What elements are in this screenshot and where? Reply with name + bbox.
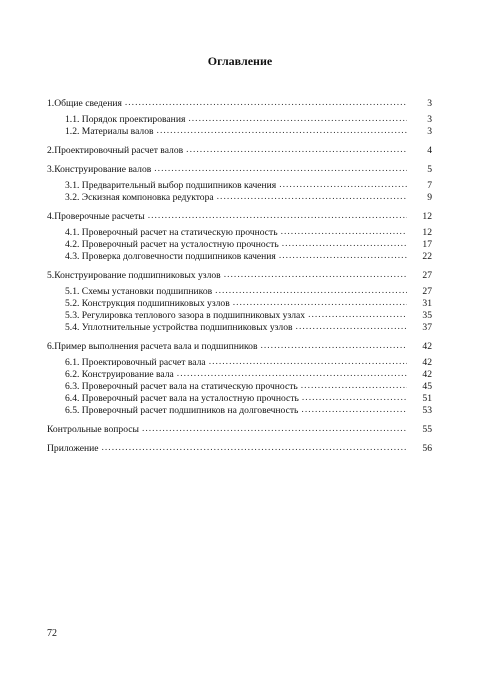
toc-entry-title: 6.4. Проверочный расчет вала на усталостную прочность (65, 393, 299, 404)
toc-leader-dots (301, 380, 407, 392)
toc-entry-title: Проектировочный расчет валов (54, 145, 184, 156)
toc-entry-title: 1.2. Материалы валов (65, 126, 154, 137)
toc-leader-dots (279, 179, 407, 191)
toc-entry[interactable] (47, 145, 432, 157)
toc-entry-title: Конструирование валов (54, 164, 152, 175)
toc-entry-title: 4.1. Проверочный расчет на статическую прочность (65, 227, 278, 238)
toc-entry-title: 4.2. Проверочный расчет на усталостную прочность (65, 239, 279, 250)
toc-entry-page: 55 (422, 424, 432, 435)
toc-entry-number: 2. (47, 145, 55, 156)
toc-entry[interactable] (47, 211, 432, 223)
toc-entry-page: 31 (422, 298, 432, 309)
toc-entry-page: 27 (422, 270, 432, 281)
toc-leader-dots (177, 368, 407, 380)
toc-entry-page: 56 (422, 443, 432, 454)
toc-leader-dots (186, 144, 407, 156)
toc-entry-page: 5 (427, 164, 432, 175)
table-of-contents (47, 98, 432, 455)
toc-entry-page: 45 (422, 381, 432, 392)
toc-entry-number: 4. (47, 211, 55, 222)
toc-entry-page: 3 (427, 114, 432, 125)
toc-entry-title: 3.1. Предварительный выбор подшипников качения (65, 180, 277, 191)
toc-entry-page: 37 (422, 322, 432, 333)
toc-entry[interactable] (47, 164, 432, 176)
toc-leader-dots (233, 297, 407, 309)
toc-entry-page: 12 (422, 211, 432, 222)
toc-leader-dots (154, 163, 407, 175)
toc-leader-dots (142, 423, 407, 435)
toc-entry[interactable] (47, 98, 432, 110)
toc-entry-page: 22 (422, 251, 432, 262)
toc-entry-number: 1. (47, 98, 55, 109)
toc-subentry[interactable] (47, 192, 432, 204)
toc-entry-page: 42 (422, 369, 432, 380)
toc-entry-title: 6.5. Проверочный расчет подшипников на долговечность (65, 405, 299, 416)
toc-entry-number: 3. (47, 164, 55, 175)
toc-entry-page: 4 (427, 145, 432, 156)
toc-leader-dots (102, 442, 408, 454)
toc-entry-title: Проверочные расчеты (54, 211, 145, 222)
toc-entry-title: 5.3. Регулировка теплового зазора в подшипниковых узлах (65, 310, 306, 321)
toc-entry-page: 3 (427, 98, 432, 109)
toc-leader-dots (224, 269, 407, 281)
toc-leader-dots (301, 404, 407, 416)
page-number: 72 (47, 628, 57, 639)
page-title: Оглавление (207, 54, 273, 68)
toc-entry[interactable] (47, 443, 432, 455)
toc-entry-title: 4.3. Проверка долговечности подшипников качения (65, 251, 276, 262)
toc-entry-page: 9 (427, 192, 432, 203)
toc-leader-dots (308, 309, 407, 321)
toc-leader-dots (281, 226, 407, 238)
toc-entry-page: 53 (422, 405, 432, 416)
toc-entry[interactable] (47, 341, 432, 353)
toc-leader-dots (209, 356, 407, 368)
toc-entry-title: 5.2. Конструкция подшипниковых узлов (65, 298, 230, 309)
toc-leader-dots (148, 210, 407, 222)
toc-entry-page: 35 (422, 310, 432, 321)
toc-leader-dots (188, 113, 407, 125)
toc-entry[interactable] (47, 424, 432, 436)
toc-entry-title: 6.2. Конструирование вала (65, 369, 174, 380)
toc-entry[interactable] (47, 270, 432, 282)
toc-leader-dots (260, 340, 407, 352)
toc-entry-page: 17 (422, 239, 432, 250)
toc-entry-title: Пример выполнения расчета вала и подшипников (54, 341, 258, 352)
toc-subentry[interactable] (47, 251, 432, 263)
toc-entry-title: 6.1. Проектировочный расчет вала (65, 357, 206, 368)
toc-entry-page: 3 (427, 126, 432, 137)
toc-entry-number: 6. (47, 341, 55, 352)
toc-entry-number: 5. (47, 270, 55, 281)
toc-subentry[interactable] (47, 126, 432, 138)
toc-entry-title: Общие сведения (54, 98, 122, 109)
toc-leader-dots (302, 392, 407, 404)
toc-entry-title: Контрольные вопросы (47, 424, 139, 435)
toc-entry-page: 51 (422, 393, 432, 404)
toc-leader-dots (279, 250, 407, 262)
toc-leader-dots (217, 191, 407, 203)
toc-entry-page: 12 (422, 227, 432, 238)
toc-entry-title: 5.4. Уплотнительные устройства подшипниковых узлов (65, 322, 293, 333)
toc-entry-title: 5.1. Схемы установки подшипников (65, 286, 213, 297)
toc-subentry[interactable] (47, 322, 432, 334)
toc-entry-title: Приложение (47, 443, 99, 454)
toc-leader-dots (296, 321, 407, 333)
toc-entry-page: 7 (427, 180, 432, 191)
toc-entry-title: 1.1. Порядок проектирования (65, 114, 186, 125)
toc-entry-page: 42 (422, 341, 432, 352)
toc-entry-page: 27 (422, 286, 432, 297)
toc-entry-title: Конструирование подшипниковых узлов (54, 270, 221, 281)
toc-entry-page: 42 (422, 357, 432, 368)
toc-leader-dots (215, 285, 407, 297)
toc-leader-dots (282, 238, 407, 250)
toc-leader-dots (125, 97, 407, 109)
toc-leader-dots (157, 125, 407, 137)
toc-entry-title: 6.3. Проверочный расчет вала на статическую прочность (65, 381, 298, 392)
toc-entry-title: 3.2. Эскизная компоновка редуктора (65, 192, 214, 203)
toc-subentry[interactable] (47, 405, 432, 417)
